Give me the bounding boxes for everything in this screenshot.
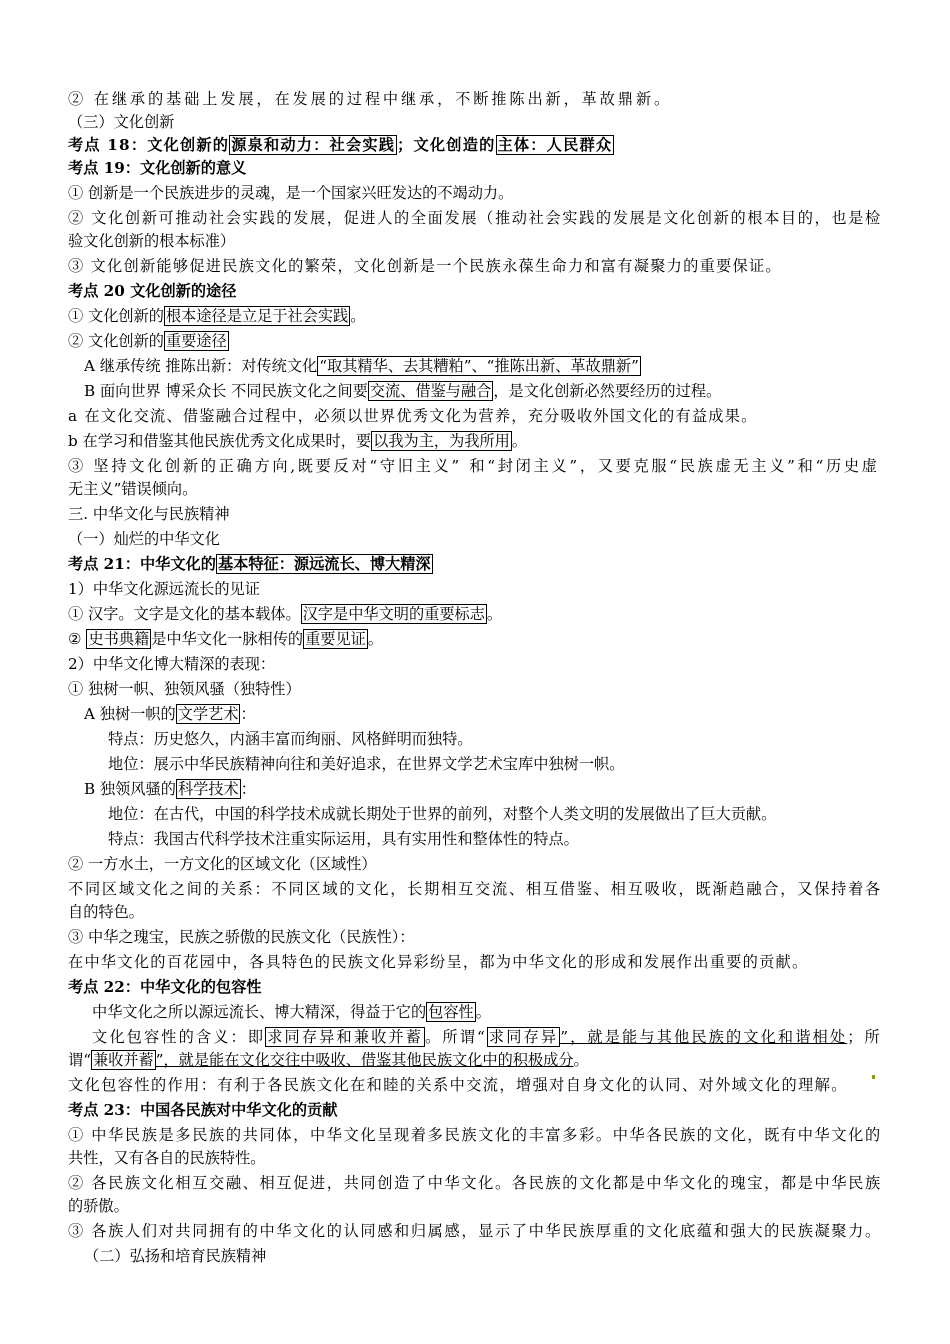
text-line bbox=[92, 1001, 491, 1023]
text-line bbox=[68, 1074, 848, 1096]
text-line bbox=[84, 355, 641, 377]
boxed-keyphrase: “取其精华、去其糟粕”、“推陈出新、革故鼎新” bbox=[319, 357, 639, 375]
text-segment: 三. 中华文化与民族精神 bbox=[68, 505, 230, 523]
text-segment: 2）中华文化博大精深的表现： bbox=[68, 655, 276, 673]
text-line bbox=[108, 753, 624, 775]
text-segment: 考点 20 文化创新的途径 bbox=[68, 282, 237, 300]
text-segment: 不同区域文化之间的关系：不同区域的文化，长期相互交流、相互借鉴、相互吸收，既渐趋融合，又保持着各 bbox=[68, 880, 882, 898]
boxed-keyphrase: 根本途径是立足于社会实践 bbox=[165, 307, 349, 325]
text-segment: ② 在继承的基础上发展，在发展的过程中继承，不断推陈出新，革故鼎新。 bbox=[68, 90, 673, 108]
text-segment: ③ 文化创新能够促进民族文化的繁荣，文化创新是一个民族永葆生命力和富有凝聚力的重要保证。 bbox=[68, 257, 782, 275]
text-line bbox=[68, 405, 758, 427]
stray-mark bbox=[872, 1075, 875, 1079]
text-segment: 考点 18：文化创新的 bbox=[68, 136, 230, 154]
text-line bbox=[68, 653, 275, 675]
boxed-keyphrase: 以我为主，为我所用 bbox=[373, 432, 510, 450]
text-line bbox=[68, 305, 365, 327]
text-segment: 谓“ bbox=[68, 1051, 91, 1069]
text-segment: ： bbox=[240, 780, 256, 798]
text-line bbox=[108, 828, 579, 850]
text-line bbox=[68, 330, 229, 352]
text-line bbox=[68, 951, 808, 973]
boxed-keyphrase: 求同存异和兼收并蓄 bbox=[267, 1028, 424, 1046]
text-segment: 在中华文化的百花园中，各具特色的民族文化异彩纷呈，都为中华文化的形成和发展作出重要的贡献。 bbox=[68, 953, 809, 971]
text-segment: ① 文化创新的 bbox=[68, 307, 164, 325]
text-line bbox=[68, 230, 235, 252]
text-line bbox=[68, 1147, 265, 1169]
text-line bbox=[68, 207, 882, 229]
text-line bbox=[68, 1195, 129, 1217]
text-line bbox=[68, 528, 220, 550]
text-line bbox=[68, 478, 197, 500]
text-segment: ① 汉字。文字是文化的基本载体。 bbox=[68, 605, 301, 623]
text-segment: 共性，又有各自的民族特性。 bbox=[68, 1149, 266, 1167]
text-line bbox=[68, 926, 415, 948]
text-segment: 的骄傲。 bbox=[68, 1197, 129, 1215]
underlined-phrase: ”，就是能在文化交往中吸收、借鉴其他民族文化中的积极成分 bbox=[155, 1051, 574, 1069]
text-segment: 特点：历史悠久，内涵丰富而绚丽、风格鲜明而独特。 bbox=[108, 730, 473, 748]
boxed-keyphrase: 主体：人民群众 bbox=[497, 136, 613, 154]
text-segment: ③ 中华之瑰宝，民族之骄傲的民族文化（民族性）： bbox=[68, 928, 415, 946]
text-segment: 考点 23：中国各民族对中华文化的贡献 bbox=[68, 1101, 338, 1119]
text-segment: 文化包容性的含义：即 bbox=[92, 1028, 266, 1046]
text-segment: 考点 21：中华文化的 bbox=[68, 555, 216, 573]
boxed-keyphrase: 科学技术 bbox=[177, 780, 239, 798]
text-segment: 考点 19：文化创新的意义 bbox=[68, 159, 247, 177]
text-segment: 是中华文化一脉相传的 bbox=[151, 630, 304, 648]
text-line bbox=[68, 678, 301, 700]
text-segment: 特点：我国古代科学技术注重实际运用，具有实用性和整体性的特点。 bbox=[108, 830, 579, 848]
boxed-keyphrase: 求同存异 bbox=[488, 1028, 559, 1046]
text-segment: （三）文化创新 bbox=[68, 113, 175, 131]
text-segment: ② 文化创新的 bbox=[68, 332, 164, 350]
text-segment: b 在学习和借鉴其他民族优秀文化成果时，要 bbox=[68, 432, 372, 450]
text-line bbox=[68, 430, 527, 452]
text-segment: 。 bbox=[573, 1051, 589, 1069]
text-line bbox=[68, 255, 782, 277]
text-line bbox=[68, 603, 502, 625]
text-segment: 。 bbox=[350, 307, 366, 325]
text-segment: ；所 bbox=[847, 1028, 882, 1046]
boxed-keyphrase: 交流、借鉴与融合 bbox=[369, 382, 492, 400]
text-line bbox=[68, 280, 236, 302]
text-line bbox=[68, 553, 433, 575]
text-segment: （一）灿烂的中华文化 bbox=[68, 530, 220, 548]
text-line bbox=[68, 111, 174, 133]
text-segment: ，是文化创新必然要经历的过程。 bbox=[493, 382, 722, 400]
text-segment: 中华文化之所以源远流长、博大精深，得益于它的 bbox=[92, 1003, 427, 1021]
text-segment: ；文化创造的 bbox=[397, 136, 496, 154]
text-segment: ： bbox=[240, 705, 256, 723]
text-line bbox=[68, 976, 262, 998]
text-line bbox=[68, 1220, 882, 1242]
text-line bbox=[68, 134, 614, 156]
text-line bbox=[68, 157, 246, 179]
text-segment: ② bbox=[68, 630, 87, 648]
text-line bbox=[68, 1099, 337, 1121]
boxed-keyphrase: 重要见证 bbox=[305, 630, 366, 648]
text-line bbox=[68, 1124, 882, 1146]
text-segment: B 面向世界 博采众长 不同民族文化之间要 bbox=[84, 382, 368, 400]
text-segment: 地位：展示中华民族精神向往和美好追求，在世界文学艺术宝库中独树一帜。 bbox=[108, 755, 625, 773]
text-line bbox=[68, 455, 880, 477]
text-segment: 无主义”错误倾向。 bbox=[68, 480, 198, 498]
text-line bbox=[68, 628, 383, 650]
text-line bbox=[68, 853, 377, 875]
text-line bbox=[108, 728, 473, 750]
text-segment: 考点 22：中华文化的包容性 bbox=[68, 978, 262, 996]
text-segment: 1）中华文化源远流长的见证 bbox=[68, 580, 260, 598]
text-line bbox=[84, 703, 256, 725]
text-segment: ② 文化创新可推动社会实践的发展，促进人的全面发展（推动社会实践的发展是文化创新的根本目的，也是检 bbox=[68, 209, 882, 227]
text-line bbox=[84, 380, 721, 402]
text-segment: 。 bbox=[367, 630, 384, 648]
text-segment: （二）弘扬和培育民族精神 bbox=[84, 1247, 267, 1265]
text-line bbox=[68, 878, 882, 900]
text-segment: a 在文化交流、借鉴融合过程中，必须以世界优秀文化为营养，充分吸收外国文化的有益成果。 bbox=[68, 407, 758, 425]
text-segment: 文化包容性的作用：有利于各民族文化在和睦的关系中交流，增强对自身文化的认同、对外域文化的理解。 bbox=[68, 1076, 848, 1094]
boxed-keyphrase: 史书典籍 bbox=[88, 630, 150, 648]
text-segment: 。 bbox=[486, 605, 503, 623]
text-segment: ③ 坚持文化创新的正确方向,既要反对“守旧主义” 和“封闭主义”，又要克服“民族虚无主义”和“历史虚 bbox=[68, 457, 880, 475]
text-segment: ① 独树一帜、独领风骚（独特性） bbox=[68, 680, 301, 698]
text-segment: 自的特色。 bbox=[68, 903, 144, 921]
text-segment: 验文化创新的根本标准） bbox=[68, 232, 236, 250]
text-line bbox=[68, 88, 672, 110]
text-segment: ② 一方水土，一方文化的区域文化（区域性） bbox=[68, 855, 377, 873]
text-line bbox=[68, 901, 144, 923]
text-line bbox=[68, 1049, 589, 1071]
text-segment: A 独树一帜的 bbox=[84, 705, 176, 723]
text-line bbox=[108, 803, 776, 825]
text-segment: ③ 各族人们对共同拥有的中华文化的认同感和归属感，显示了中华民族厚重的文化底蕴和强大的民族凝聚力。 bbox=[68, 1222, 882, 1240]
text-line bbox=[68, 1172, 882, 1194]
text-segment: 。 bbox=[475, 1003, 491, 1021]
text-line bbox=[84, 1245, 266, 1267]
text-line bbox=[68, 182, 513, 204]
text-segment: 。 bbox=[511, 432, 527, 450]
boxed-keyphrase: 源泉和动力：社会实践 bbox=[231, 136, 396, 154]
text-segment: ② 各民族文化相互交融、相互促进，共同创造了中华文化。各民族的文化都是中华文化的瑰宝，都是中华民族 bbox=[68, 1174, 882, 1192]
underlined-phrase: ”，就是能与其他民族的文化和谐相处 bbox=[560, 1028, 848, 1046]
boxed-keyphrase: 重要途径 bbox=[165, 332, 227, 350]
text-line bbox=[68, 503, 230, 525]
text-line bbox=[92, 1026, 882, 1048]
text-segment: ① 创新是一个民族进步的灵魂，是一个国家兴旺发达的不竭动力。 bbox=[68, 184, 514, 202]
text-line bbox=[84, 778, 256, 800]
text-segment: B 独领风骚的 bbox=[84, 780, 176, 798]
boxed-keyphrase: 兼收并蓄 bbox=[92, 1051, 154, 1069]
boxed-keyphrase: 汉字是中华文明的重要标志 bbox=[302, 605, 485, 623]
text-line bbox=[68, 578, 260, 600]
text-segment: ① 中华民族是多民族的共同体，中华文化呈现着多民族文化的丰富多彩。中华各民族的文化，既有中华文化的 bbox=[68, 1126, 882, 1144]
text-segment: A 继承传统 推陈出新：对传统文化 bbox=[84, 357, 318, 375]
boxed-keyphrase: 文学艺术 bbox=[177, 705, 239, 723]
boxed-keyphrase: 基本特征：源远流长、博大精深 bbox=[217, 555, 431, 573]
boxed-keyphrase: 包容性 bbox=[428, 1003, 474, 1021]
text-segment: 地位：在古代，中国的科学技术成就长期处于世界的前列，对整个人类文明的发展做出了巨大贡献。 bbox=[108, 805, 777, 823]
text-segment: 。所谓“ bbox=[425, 1028, 487, 1046]
